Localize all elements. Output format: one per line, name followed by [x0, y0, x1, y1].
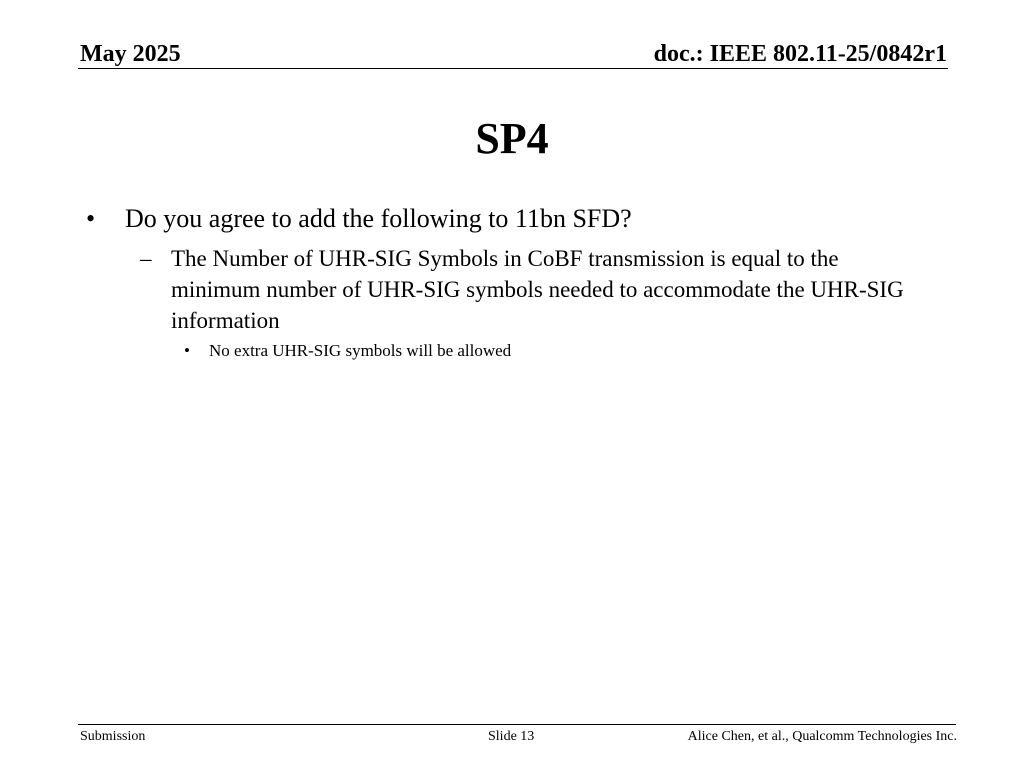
slide-title: SP4 — [475, 114, 549, 163]
footer-slide-number: Slide 13 — [488, 729, 535, 744]
header-date: May 2025 — [80, 41, 181, 67]
bullet-level-1: Do you agree to add the following to 11bn SFD? — [125, 204, 632, 233]
header-divider — [78, 68, 948, 69]
bullet-level-3: No extra UHR-SIG symbols will be allowed — [209, 341, 512, 360]
bullet-marker-level-3: • — [184, 341, 190, 360]
bullet-marker-level-1: • — [86, 204, 96, 233]
footer-divider — [78, 724, 956, 725]
header-doc-id: doc.: IEEE 802.11-25/0842r1 — [653, 41, 947, 67]
bullet-marker-level-2: – — [140, 246, 152, 271]
footer-authors: Alice Chen, et al., Qualcomm Technologies Inc. — [687, 729, 957, 744]
bullet-level-2: The Number of UHR-SIG Symbols in CoBF transmission is equal to the minimum number of UHR-SIG symbols needed to accommodate the UHR-SIG information — [171, 246, 904, 333]
footer-submission: Submission — [80, 729, 146, 744]
